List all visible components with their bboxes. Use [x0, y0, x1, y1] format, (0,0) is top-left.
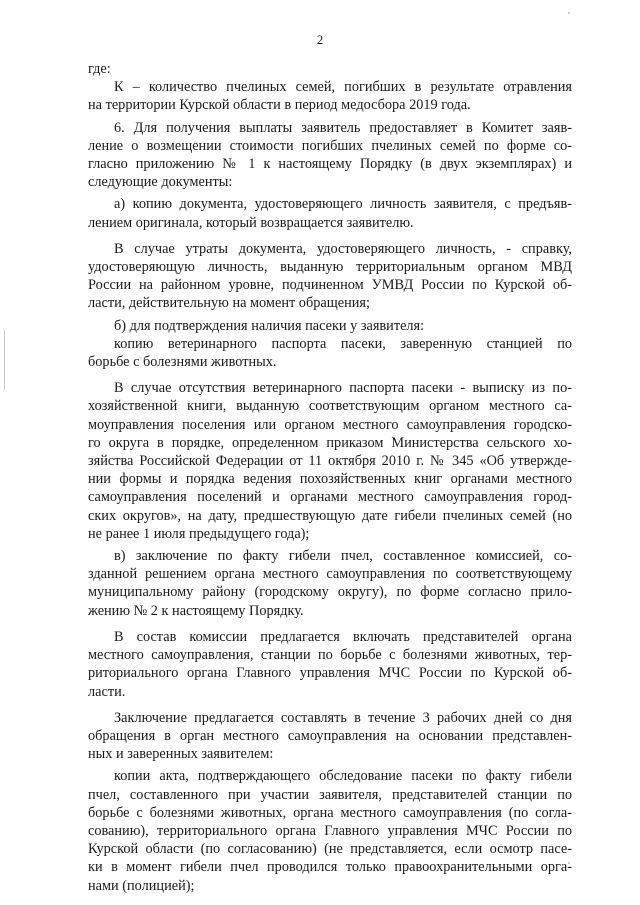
- text-line: местного самоуправления, станции по борьбе с болезнями животных, тер-: [88, 647, 572, 664]
- text-line: ление о возмещении стоимости погибших пчелиных семей по форме со-: [88, 137, 572, 154]
- text-line: ных и заверенных заявителем:: [88, 746, 274, 763]
- text-line: 6. Для получения выплаты заявитель предоставляет в Комитет заяв-: [114, 119, 572, 136]
- text-line: Заключение предлагается составлять в течение 3 рабочих дней со дня: [114, 709, 572, 726]
- text-line: К – количество пчелиных семей, погибших в результате отравления: [114, 79, 572, 96]
- text-line: ласти.: [88, 683, 126, 700]
- text-line: риториального органа Главного управления МЧС России по Курской об-: [88, 665, 572, 682]
- text-line: жению № 2 к настоящему Порядку.: [88, 602, 304, 619]
- text-line: пчел, составленного при участии заявителя, представителей станции по: [88, 786, 572, 803]
- text-line: ласти, действительную на момент обращения;: [88, 295, 370, 312]
- text-line: где:: [88, 61, 111, 77]
- text-line: В случае утраты документа, удостоверяющего личность, - справку,: [114, 240, 572, 257]
- text-line: борьбе с болезнями животных, органа местного самоуправления (по согла-: [88, 804, 572, 821]
- text-line: нии формы и порядка ведения похозяйственных книг органами местного: [88, 471, 572, 488]
- text-line: копию ветеринарного паспорта пасеки, заверенную станцией по: [114, 335, 572, 352]
- text-line: го округа в порядке, определенном приказом Министерства сельского хо-: [88, 434, 572, 451]
- text-line: В случае отсутствия ветеринарного паспорта пасеки - выписку из по-: [114, 380, 572, 397]
- text-line: удостоверяющую личность, выданную территориальным органом МВД: [88, 259, 572, 276]
- scan-margin-mark: [4, 330, 5, 390]
- text-line: борьбе с болезнями животных.: [88, 354, 277, 371]
- text-line: следующие документы:: [88, 174, 233, 191]
- text-line: ских округов», на дату, предшествующую дате гибели пчелиных семей (но: [88, 507, 572, 524]
- text-line: хозяйственной книги, выданную соответствующим органом местного са-: [88, 398, 572, 415]
- text-line: в) заключение по факту гибели пчел, составленное комиссией, со-: [114, 548, 572, 565]
- text-line: России на районном уровне, подчиненном УМВД России по Курской об-: [88, 277, 572, 294]
- page-number: 2: [316, 32, 324, 47]
- text-line: самоуправления поселений и органами местного самоуправления город-: [88, 489, 572, 506]
- text-line: на территории Курской области в период медосбора 2019 года.: [88, 97, 471, 114]
- text-line: гласно приложению № 1 к настоящему Порядку (в двух экземплярах) и: [88, 156, 572, 173]
- text-line: сованию), территориального органа Главного управления МЧС России по: [88, 822, 572, 839]
- text-line: нами (полицией);: [88, 877, 195, 894]
- document-body: [88, 60, 572, 895]
- text-line: моуправления поселения или органом местного самоуправления городско-: [88, 416, 572, 433]
- text-line: а) копию документа, удостоверяющего личность заявителя, с предъяв-: [114, 196, 572, 213]
- text-line: обращения в орган местного самоуправления на основании представлен-: [88, 727, 572, 744]
- text-line: лением оригинала, который возвращается заявителю.: [88, 214, 414, 231]
- scan-dot-mark: [568, 12, 570, 14]
- text-line: Курской области (по согласованию) (не представляется, если осмотр пасе-: [88, 841, 572, 858]
- text-line: муниципальному району (городскому округу), по форме согласно прило-: [88, 584, 572, 601]
- text-line: зяйства Российской Федерации от 11 октября 2010 г. № 345 «Об утвержде-: [88, 453, 572, 470]
- text-line: б) для подтверждения наличия пасеки у заявителя:: [114, 317, 425, 334]
- text-line: копии акта, подтверждающего обследование пасеки по факту гибели: [114, 768, 572, 785]
- text-line: В состав комиссии предлагается включать представителей органа: [114, 628, 572, 645]
- text-line: зданной решением органа местного самоуправления по соответствующему: [88, 566, 572, 583]
- text-line: ки в момент гибели пчел проводился только правоохранительными орга-: [88, 859, 572, 876]
- text-line: не ранее 1 июля предыдущего года);: [88, 525, 310, 542]
